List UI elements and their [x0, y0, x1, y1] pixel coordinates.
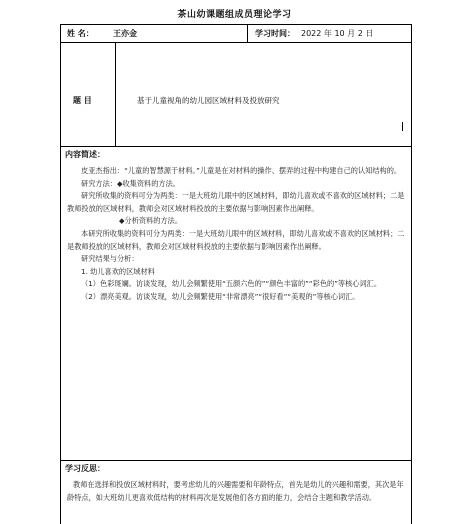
name-label: 姓 名： [67, 29, 94, 38]
topic-value[interactable]: 基于儿童视角的幼儿园区域材料及投放研究 [137, 96, 280, 105]
reflection-text[interactable]: 教师在选择和投放区域材料时，要考虑幼儿的兴趣需要和年龄特点，首先是幼儿的兴趣和需要，其次是年龄特点，如大班幼儿更喜欢低结构的材料再次是发展他们各方面的能力，会结合主题和教学活动。 [67, 480, 404, 502]
content-paragraph-2: 研究方法：◆收集资料的方法。 [81, 178, 180, 188]
content-paragraph-3: 研究所收集的资料可分为两类：一是大班幼儿眼中的区域材料，即幼儿喜欢或不喜欢的区域材料；二是教师投放的区域材料，教师会对区域材料投放的主要依据与影响因素作出阐释。 [67, 191, 405, 213]
content-paragraph-4: ◆分析资料的方法。 [119, 216, 183, 226]
header-divider [247, 25, 248, 42]
content-body[interactable] [67, 165, 405, 304]
content-paragraph-6: 研究结果与分析： [81, 254, 139, 264]
time-label: 学习时间： [255, 29, 295, 38]
text-cursor [402, 122, 403, 131]
header-row [61, 25, 411, 43]
name-value[interactable]: 王亦金 [113, 29, 137, 38]
record-table [60, 24, 412, 524]
content-paragraph-5: 本研究所收集的资料可分为两类：一是大班幼儿眼中的区域材料，即幼儿喜欢或不喜欢的区域材料；二是教师投放的区域材料，教师会对区域材料投放的主要依据与影响因素作出阐释。 [67, 228, 405, 251]
reflection-heading: 学习反思： [65, 464, 105, 473]
content-paragraph-1: 皮亚杰指出：“儿童的智慧源于材料。”儿童是在对材料的操作、摆弄的过程中构建自己的认知结构的。 [81, 166, 402, 175]
topic-row [61, 43, 411, 147]
document-title: 茶山幼课题组成员理论学习 [177, 10, 292, 20]
reflection-row [61, 461, 411, 524]
content-paragraph-8: （1）色彩斑斓。访谈发现，幼儿会频繁使用“五颜六色的”“颜色丰富的”“彩色的”等核心词汇。 [81, 279, 382, 289]
content-paragraph-9: （2）漂亮美观。访谈发现，幼儿会频繁使用“非常漂亮”“很好看”“美观的”等核心词汇。 [81, 291, 360, 301]
content-heading: 内容简述： [65, 150, 105, 159]
content-paragraph-7: 1. 幼儿喜欢的区域材料 [81, 266, 155, 276]
time-value[interactable]: 2022 年 10 月 2 日 [301, 29, 374, 38]
content-row [61, 147, 411, 461]
topic-label: 题 目 [73, 96, 92, 105]
topic-divider [115, 43, 116, 146]
